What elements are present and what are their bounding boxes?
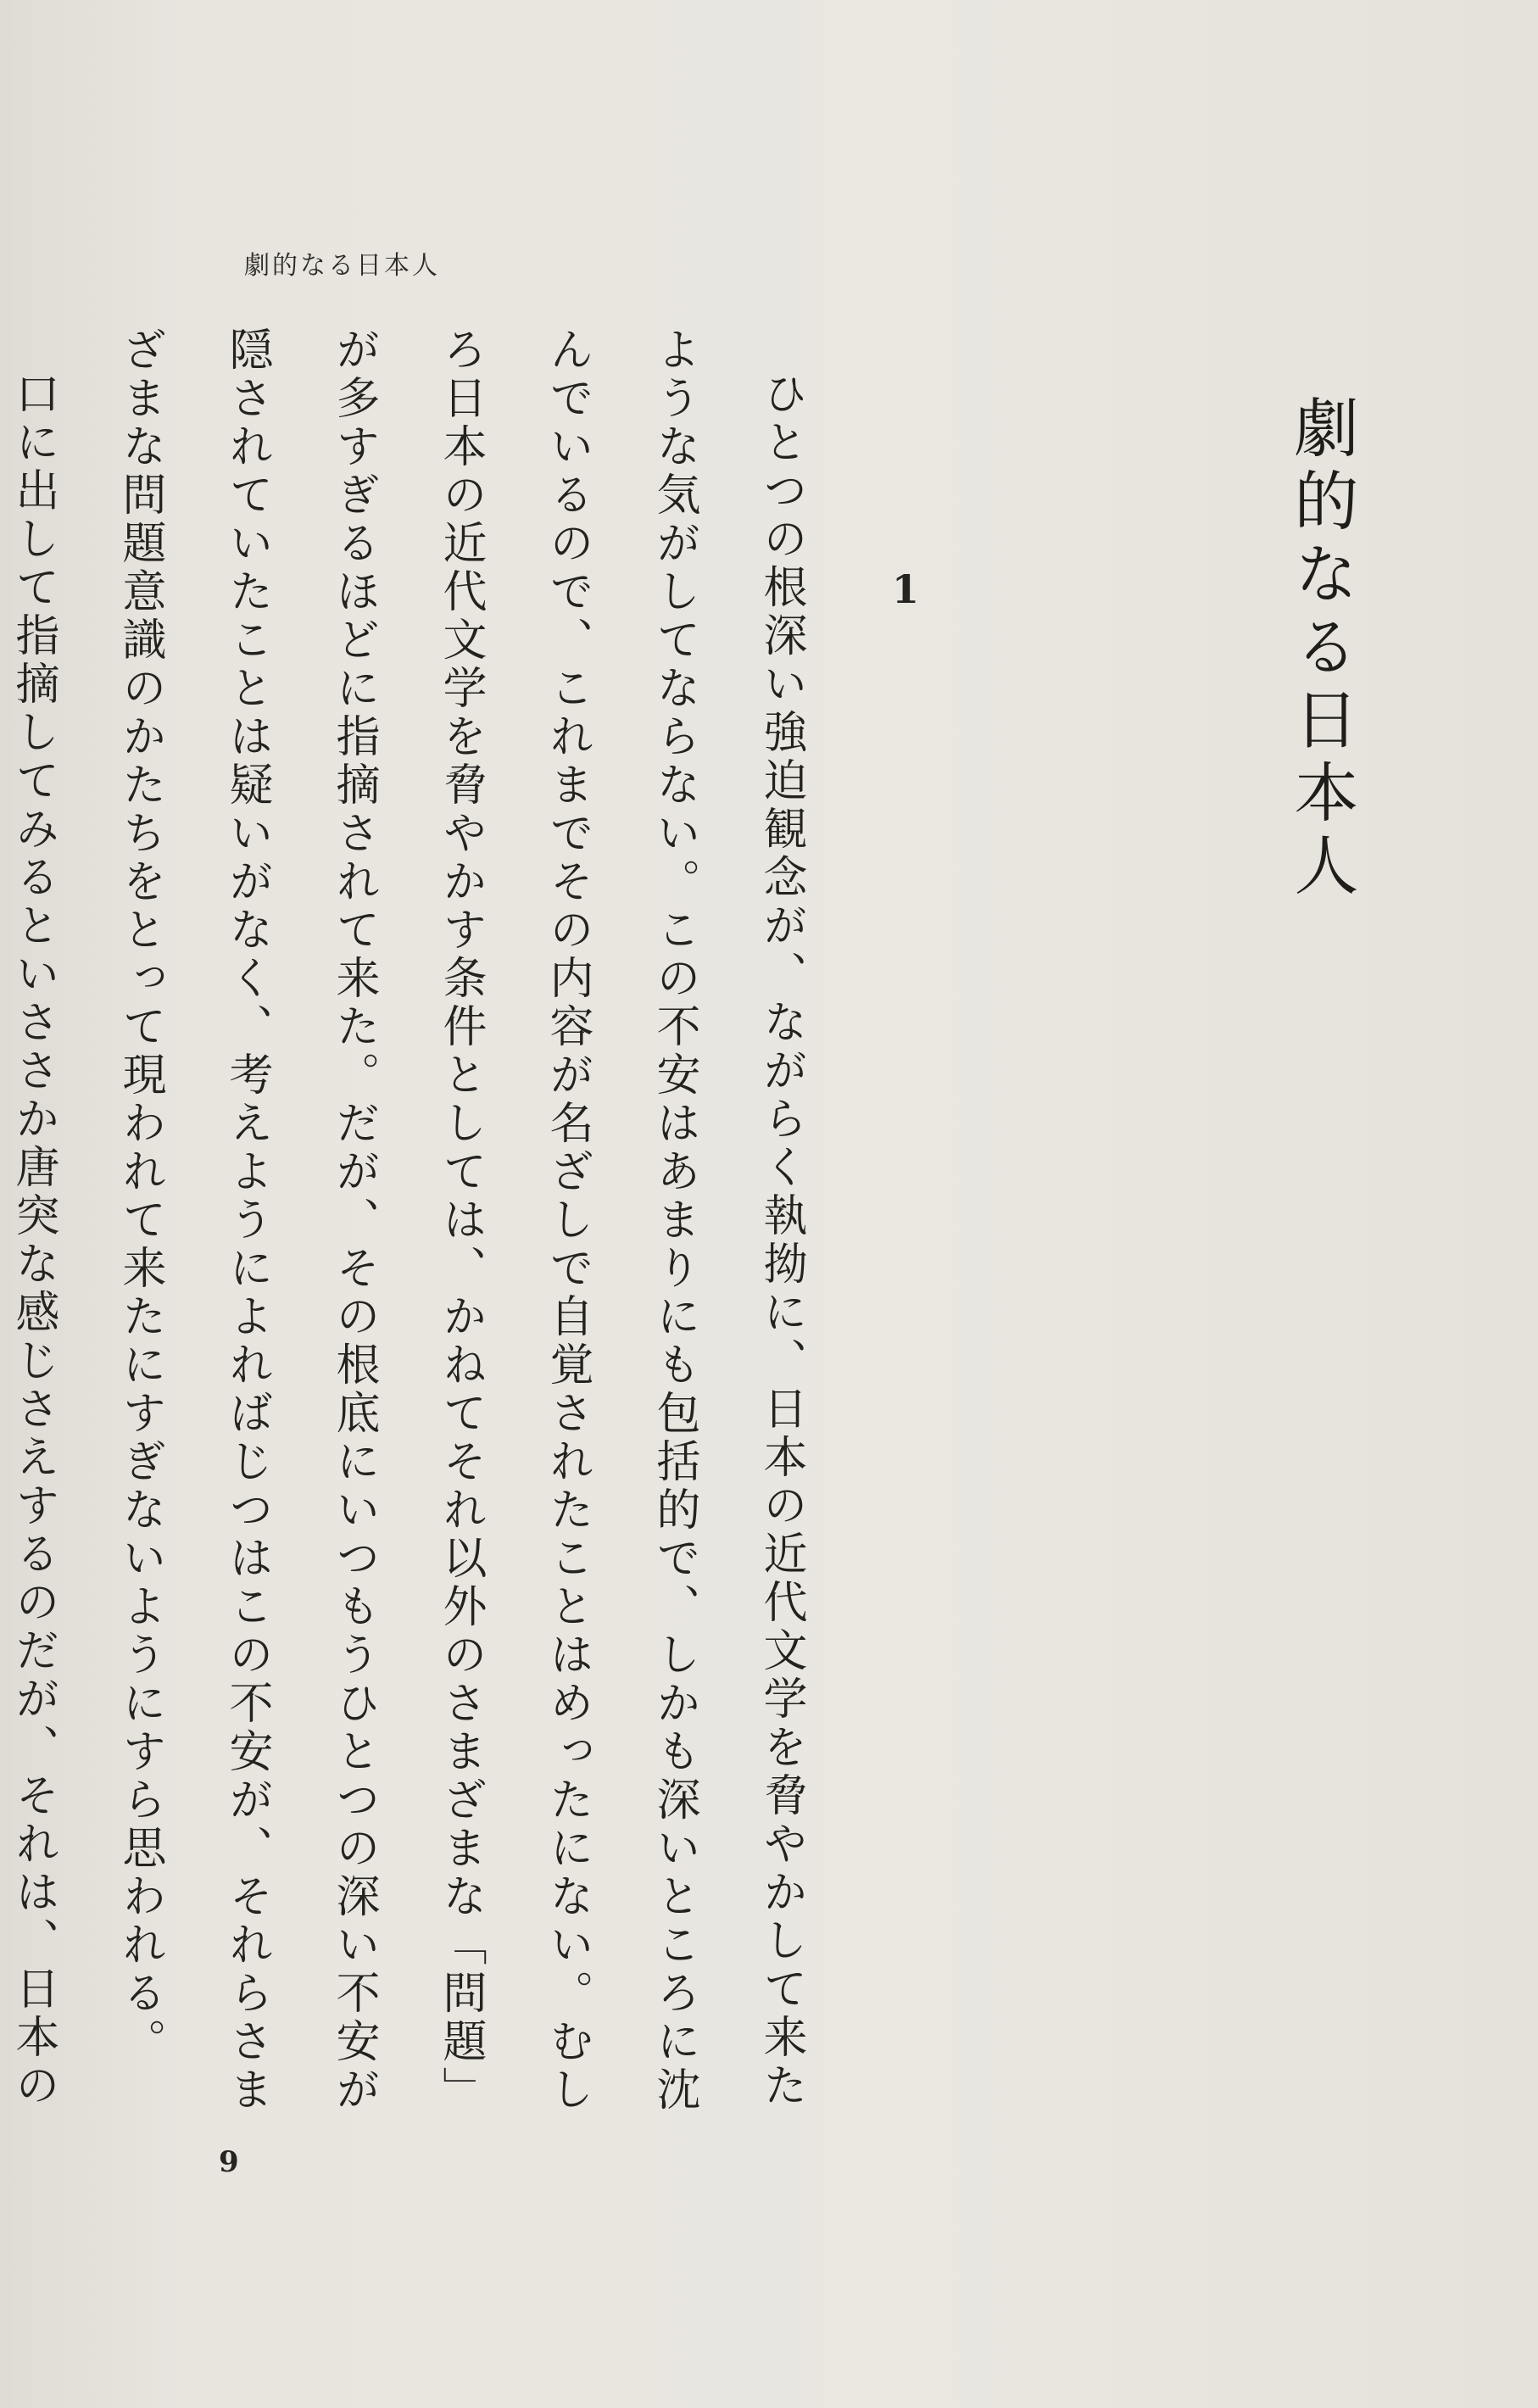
page-number: 9 bbox=[219, 2145, 239, 2179]
paragraph: ひとつの根深い強迫観念が、ながらく執拗に、日本の近代文学を脅やかして来たような気がしてならない。この不安はあまりにも包括的で、しかも深いところに沈んでいるので、これまでその内容が名ざしで自覚されたことはめったにない。むしろ日本の近代文学を脅やかす条件としては、かねてそれ以外のさまざまな「問題」が多すぎるほどに指摘されて来た。だが、その根底にいつもうひとつの深い不安が隠されていたことは疑いがなく、考えようによればじつはこの不安が、それらさまざまな問題意識のかたちをとって現われて来たにすぎないようにすら思われる。 bbox=[114, 326, 806, 2115]
running-head: 劇的なる日本人 bbox=[244, 251, 440, 281]
body-text bbox=[0, 326, 834, 2128]
paragraph: 口に出して指摘してみるといささか唐突な感じさえするのだが、それは、日本の bbox=[8, 371, 59, 2110]
chapter-title: 劇的なる日本人 bbox=[1284, 394, 1359, 905]
section-number: 1 bbox=[892, 566, 920, 612]
